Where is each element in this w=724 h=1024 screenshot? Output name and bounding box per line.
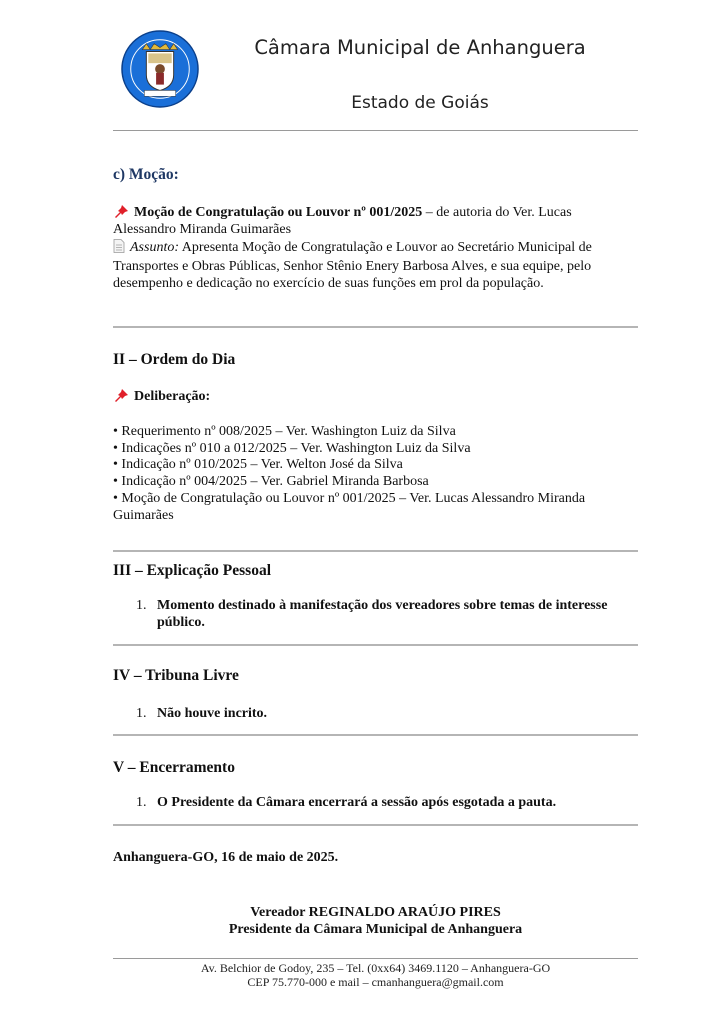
ordem-item: • Indicações nº 010 a 012/2025 – Ver. Washington Luiz da Silva	[113, 441, 471, 456]
ordem-item: • Indicação nº 010/2025 – Ver. Welton José da Silva	[113, 457, 403, 472]
list-number: 1.	[136, 795, 147, 810]
municipal-seal-icon	[121, 30, 199, 108]
mocao-item-author-cont: Alessandro Miranda Guimarães	[113, 222, 292, 237]
mocao-heading: c) Moção:	[113, 166, 179, 183]
assunto-line2: Transportes e Obras Públicas, Senhor Stênio Enery Barbosa Alves, e sua equipe, pelo	[113, 259, 592, 274]
assunto-line1	[113, 239, 638, 256]
footer-divider	[113, 958, 638, 959]
tribuna-text: Não houve incrito.	[157, 706, 268, 721]
section-divider	[113, 734, 638, 736]
explicacao-text-2: público.	[157, 615, 205, 630]
pushpin-icon	[113, 204, 129, 218]
explicacao-text-1: Momento destinado à manifestação dos vereadores sobre temas de interesse	[157, 598, 608, 613]
mocao-item-author: – de autoria do Ver. Lucas	[422, 205, 572, 220]
mocao-item-title: Moção de Congratulação ou Louvor nº 001/2025	[134, 205, 423, 220]
assunto-label: Assunto:	[130, 240, 179, 255]
section-divider	[113, 824, 638, 826]
assunto-text-1: Apresenta Moção de Congratulação e Louvor ao Secretário Municipal de	[179, 240, 592, 255]
list-number: 1.	[136, 598, 147, 613]
footer-address: Av. Belchior de Godoy, 235 – Tel. (0xx64) 3469.1120 – Anhanguera-GO	[200, 961, 551, 975]
signature-role: Presidente da Câmara Municipal de Anhanguera	[228, 922, 523, 937]
header-title: Câmara Municipal de Anhanguera	[254, 36, 586, 59]
section-divider	[113, 644, 638, 646]
mocao-item	[113, 204, 638, 221]
ordem-item: • Requerimento nº 008/2025 – Ver. Washington Luiz da Silva	[113, 424, 456, 439]
date-line: Anhanguera-GO, 16 de maio de 2025.	[113, 850, 339, 865]
ordem-heading: II – Ordem do Dia	[113, 351, 236, 368]
deliberacao-text: Deliberação:	[134, 389, 211, 404]
ordem-item: • Moção de Congratulação ou Louvor nº 001/2025 – Ver. Lucas Alessandro Miranda	[113, 491, 586, 506]
ordem-item-cont: Guimarães	[113, 508, 174, 523]
section-divider	[113, 550, 638, 552]
footer-contact: CEP 75.770-000 e mail – cmanhanguera@gmail.com	[247, 975, 504, 989]
header-subtitle: Estado de Goiás	[351, 93, 489, 113]
document-icon	[113, 239, 125, 253]
explicacao-heading: III – Explicação Pessoal	[113, 562, 272, 579]
encerramento-heading: V – Encerramento	[113, 759, 235, 776]
header-divider	[113, 130, 638, 131]
assunto-line3: desempenho e dedicação no exercício de suas funções em prol da população.	[113, 276, 544, 291]
tribuna-heading: IV – Tribuna Livre	[113, 667, 239, 684]
encerramento-text: O Presidente da Câmara encerrará a sessão após esgotada a pauta.	[157, 795, 557, 810]
section-divider	[113, 326, 638, 328]
signature-name: Vereador REGINALDO ARAÚJO PIRES	[250, 905, 501, 920]
ordem-item: • Indicação nº 004/2025 – Ver. Gabriel Miranda Barbosa	[113, 474, 429, 489]
list-number: 1.	[136, 706, 147, 721]
pushpin-icon	[113, 388, 129, 402]
deliberacao-label	[113, 388, 638, 405]
